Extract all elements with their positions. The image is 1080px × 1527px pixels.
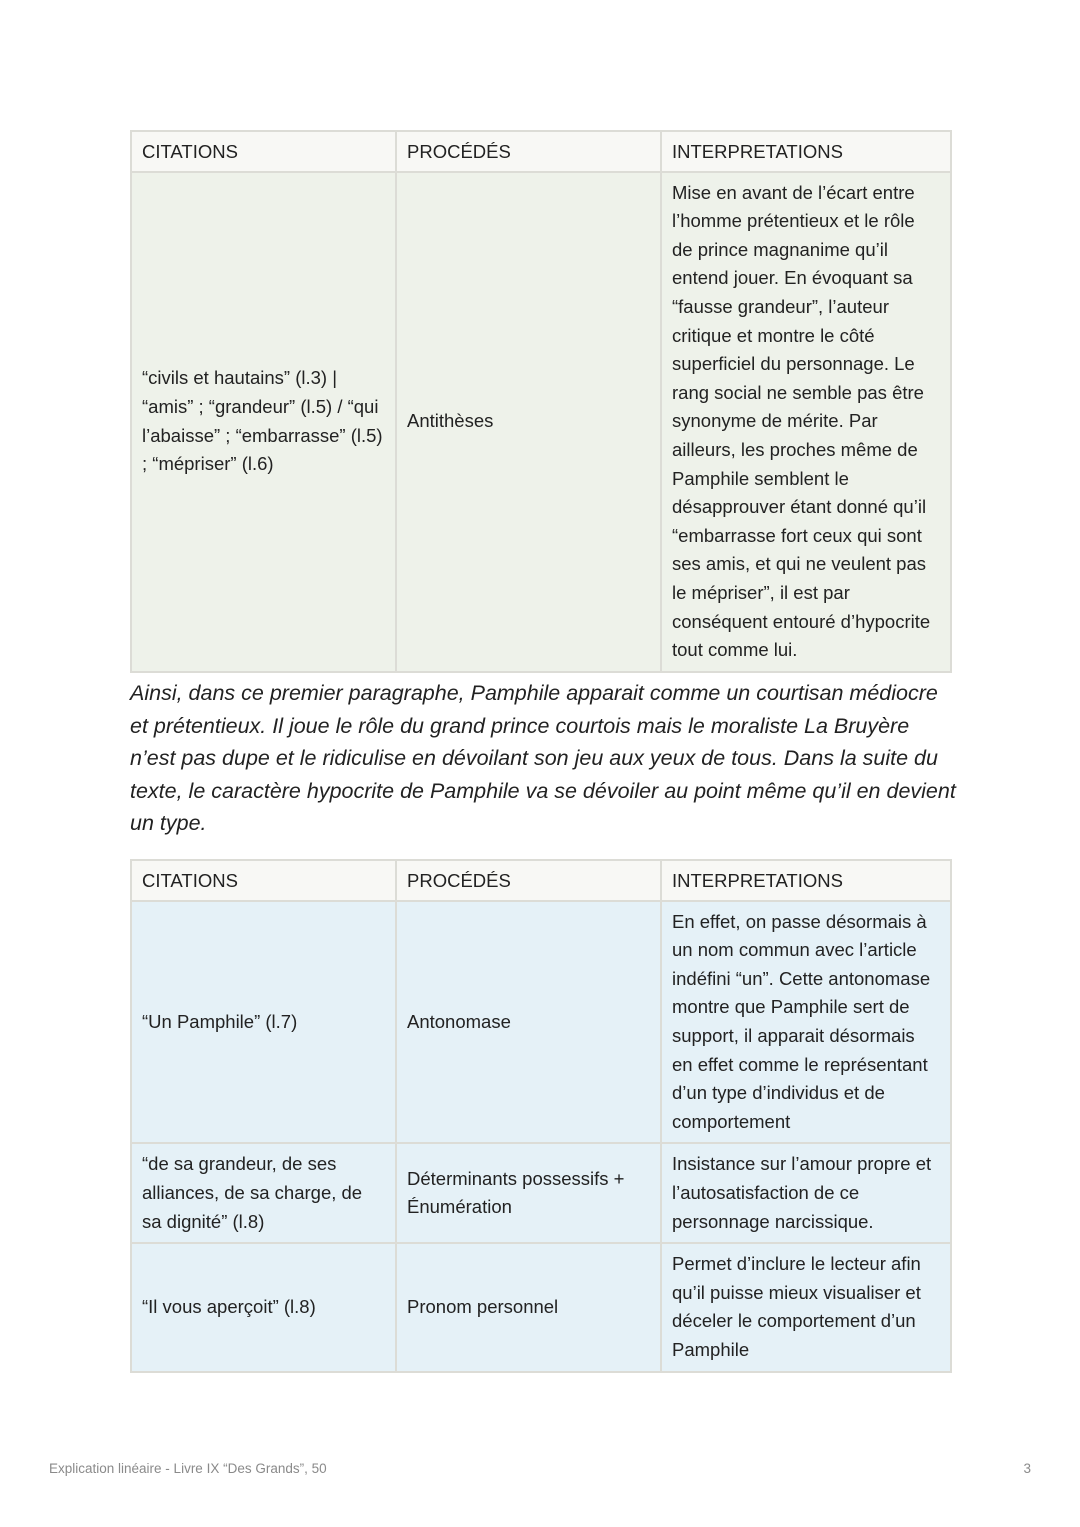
- citation-cell: “Un Pamphile” (l.7): [131, 901, 396, 1144]
- analysis-table-2: [130, 859, 952, 1373]
- header-citations: CITATIONS: [131, 131, 396, 172]
- header-procedes: PROCÉDÉS: [396, 860, 661, 901]
- procede-cell: Pronom personnel: [396, 1243, 661, 1371]
- page-number: 3: [1023, 1461, 1031, 1476]
- table-header-row: [131, 860, 951, 901]
- interpretation-cell: Permet d’inclure le lecteur afin qu’il puisse mieux visualiser et déceler le comportement d’un Pamphile: [661, 1243, 951, 1371]
- analysis-table-1: [130, 130, 952, 673]
- footer-document-title: Explication linéaire - Livre IX “Des Grands”, 50: [49, 1461, 327, 1476]
- table-row: [131, 1243, 951, 1371]
- header-interpretations: INTERPRETATIONS: [661, 131, 951, 172]
- header-citations: CITATIONS: [131, 860, 396, 901]
- table-row: [131, 172, 951, 672]
- header-procedes: PROCÉDÉS: [396, 131, 661, 172]
- citation-cell: “Il vous aperçoit” (l.8): [131, 1243, 396, 1371]
- citation-cell: “civils et hautains” (l.3) | “amis” ; “grandeur” (l.5) / “qui l’abaisse” ; “embarrasse” (l.5) ; “mépriser” (l.6): [131, 172, 396, 672]
- table-header-row: [131, 131, 951, 172]
- conclusion-paragraph: Ainsi, dans ce premier paragraphe, Pamphile apparait comme un courtisan médiocre et prétentieux. Il joue le rôle du grand prince courtois mais le moraliste La Bruyère n’est pas dupe et le ridiculise en dévoilant son jeu aux yeux de tous. Dans la suite du texte, le caractère hypocrite de Pamphile va se dévoiler au point même qu’il en devient un type.: [130, 681, 956, 836]
- interpretation-cell: En effet, on passe désormais à un nom commun avec l’article indéfini “un”. Cette antonomase montre que Pamphile sert de support, il apparait désormais en effet comme le représentant d’un type d’individus et de comportement: [661, 901, 951, 1144]
- interpretation-cell: Insistance sur l’amour propre et l’autosatisfaction de ce personnage narcissique.: [661, 1143, 951, 1243]
- citation-cell: “de sa grandeur, de ses alliances, de sa charge, de sa dignité” (l.8): [131, 1143, 396, 1243]
- header-interpretations: INTERPRETATIONS: [661, 860, 951, 901]
- table-row: [131, 901, 951, 1144]
- interpretation-cell: Mise en avant de l’écart entre l’homme prétentieux et le rôle de prince magnanime qu’il entend jouer. En évoquant sa “fausse grandeur”, l’auteur critique et montre le côté superficiel du personnage. Le rang social ne semble pas être synonyme de mérite. Par ailleurs, les proches même de Pamphile semblent le désapprouver étant donné qu’il “embarrasse fort ceux qui sont ses amis, et qui ne veulent pas le mépriser”, il est par conséquent entouré d’hypocrite tout comme lui.: [661, 172, 951, 672]
- procede-cell: Antithèses: [396, 172, 661, 672]
- procede-cell: Antonomase: [396, 901, 661, 1144]
- table-row: [131, 1143, 951, 1243]
- procede-cell: Déterminants possessifs + Énumération: [396, 1143, 661, 1243]
